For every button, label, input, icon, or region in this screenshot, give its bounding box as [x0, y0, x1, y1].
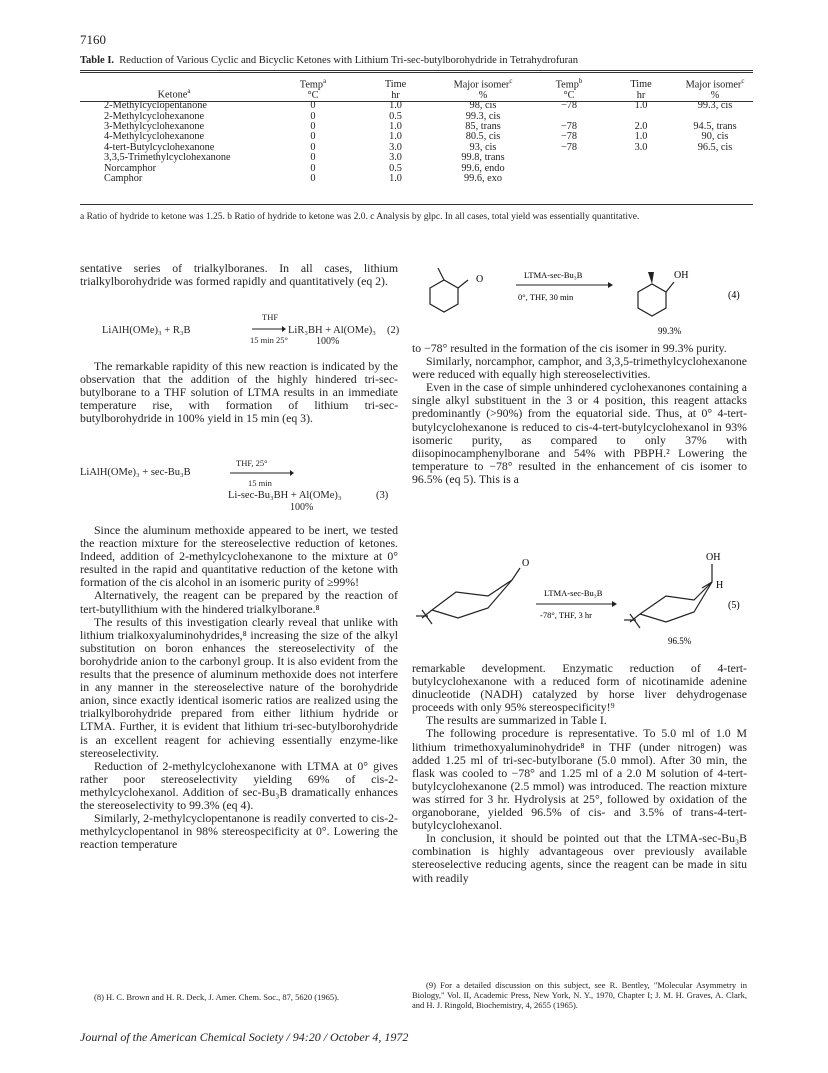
value-cell: 0: [310, 121, 316, 133]
value-cell: 94.5, trans: [693, 121, 737, 133]
value-cell: −78: [560, 141, 578, 153]
value-cell: 0: [310, 152, 316, 164]
cyclopentanone-structure: [430, 268, 468, 312]
left-paragraph-6: Reduction of 2-methylcyclohexanone with LTMA at 0° gives rather poor stereoselectivity yielding 69% of cis-2-methylcyclohexanol. Addition of sec-Bu₃B dramatically enhances the stereoselectivity to 99.3% (eq 4).: [80, 758, 398, 812]
value-cell: [605, 174, 677, 184]
value-cell: 0: [310, 100, 316, 112]
value-cell: 3.0: [389, 152, 402, 164]
reference-9: (9) For a detailed discussion on this subject, see R. Bentley, "Molecular Asymmetry in Biology," Vol. II, Academic Press, New York, N. Y., 1970, Chapter I; J. M. H. Graves, A. Clark, and H. J. Ringold, Biochemistry, 4, 2655 (1965).: [412, 980, 747, 1010]
value-cell: [605, 153, 677, 163]
value-cell: 85, trans: [465, 121, 501, 133]
value-cell: −78: [560, 100, 578, 112]
value-cell: [533, 174, 605, 184]
value-cell: 3.0: [634, 141, 648, 153]
col-header-temp-2: Temp$^b$ °C: [555, 77, 583, 101]
table-row: [80, 164, 753, 174]
ketone-cell: 2-Methylcyclopentanone: [104, 100, 207, 112]
right-paragraph-5: The results are summarized in Table I.: [426, 713, 607, 728]
col-header-ketone: Ketone$^a$: [157, 87, 191, 101]
right-paragraph-6: The following procedure is representative. To 5.0 ml of 1.0 M lithium trimethoxyaluminohydride⁸ in THF (under nitrogen) was added 1.25 ml of tri-sec-butylborane (5.0 mmol). After 30 min, the flask was cooled to −78° and 1.25 ml of a 2.0 M solution of 4-tert-butylcyclohexanone (2.5 mmol) was introduced. The reaction mixture was stirred for 3 hr. Hydrolysis at 25°, followed by oxidation of the organoborane, yielded 96.5% of cis- and 3.5% of trans-4-tert-butylcyclohexanol.: [412, 726, 747, 833]
ketone-cell: 3-Methylcyclohexanone: [104, 121, 205, 133]
value-cell: 99.3, cis: [465, 110, 501, 122]
value-cell: 98, cis: [469, 100, 497, 112]
value-cell: 1.0: [634, 131, 648, 143]
col-header-temp-1: Temp$^a$ °C: [299, 77, 327, 101]
value-cell: [533, 164, 605, 174]
tert-butylcyclohexanone-structure: [416, 568, 520, 624]
hydroxyl-label: OH: [674, 270, 689, 281]
value-cell: 0: [310, 131, 316, 143]
right-paragraph-2: Similarly, norcamphor, camphor, and 3,3,5-trimethylcyclohexanone were reduced with equally high stereoselectivities.: [412, 354, 747, 382]
value-cell: 96.5, cis: [697, 141, 733, 153]
journal-footer: Journal of the American Chemical Society / 94:20 / October 4, 1972: [80, 1030, 409, 1044]
equation-3: LiAlH(OMe)₃ + sec-Bu₃B THF, 25° 15 min Li-sec-Bu₃BH + Al(OMe)₃ 100% (3): [80, 458, 389, 513]
value-cell: −78: [560, 131, 578, 143]
value-cell: 90, cis: [701, 131, 729, 143]
value-cell: 0: [310, 173, 316, 185]
value-cell: [605, 164, 677, 174]
right-paragraph-3: Even in the case of simple unhindered cyclohexanones containing a single alkyl substituent in the 3 or 4 position, this reagent attacks predominantly (>90%) from the equatorial side. Thus, at 0° 4-tert-butylcyclohexanone is reduced to cis-4-tert-butylcyclohexanol in 93% isomeric purity, as compared to only 37% with diisopinocamphenylborane and 54% with PBPH.² Lowering the temperature to −78° resulted in the enhancement of cis isomer to 96.5% (eq 5). This is a: [412, 380, 747, 486]
results-table: [80, 76, 753, 184]
table-bottom-rule: [80, 204, 753, 205]
eq5-reagent: LTMA-sec-Bu₃B: [544, 588, 603, 598]
right-paragraph-1: to −78° resulted in the formation of the cis isomer in 99.3% purity.: [412, 341, 727, 355]
ketone-cell: 3,3,5-Trimethylcyclohexanone: [104, 152, 231, 164]
value-cell: 1.0: [389, 121, 402, 133]
ketone-cell: 2-Methylcyclohexanone: [104, 110, 205, 122]
cyclohexanol-structure: [638, 282, 674, 316]
eq4-conditions: 0°, THF, 30 min: [518, 292, 574, 302]
equation-4-scheme: [412, 258, 752, 338]
right-paragraph-7: In conclusion, it should be pointed out that the LTMA-sec-Bu₃B combination is highly advantageous over previously available stereoselective reducing agents, since the reagent can be made in situ with readily: [412, 831, 747, 885]
value-cell: 0: [310, 141, 316, 153]
value-cell: 99.8, trans: [461, 152, 505, 164]
value-cell: 99.6, endo: [461, 162, 505, 174]
table-row: [80, 153, 753, 163]
tert-butylcyclohexanol-structure: [624, 564, 712, 628]
left-paragraph-2: The remarkable rapidity of this new reaction is indicated by the observation that the addition of the highly hindered tri-sec-butylborane to a THF solution of LTMA results in an immediate temperature rise, with formation of lithium tri-sec-butylborohydride in 100% yield in 15 min (eq 3).: [80, 359, 398, 426]
table-footnote: a Ratio of hydride to ketone was 1.25. b Ratio of hydride to ketone was 2.0. c Analysis by glpc. In all cases, total yield was essentially quantitative.: [80, 212, 640, 222]
value-cell: 93, cis: [469, 141, 497, 153]
col-header-isomer-1: Major isomer$^c$ %: [453, 77, 513, 101]
ketone-cell: Camphor: [104, 173, 143, 185]
left-paragraph-1: sentative series of trialkylboranes. In all cases, lithium trialkylborohydride was formed rapidly and quantitatively (eq 2).: [80, 261, 398, 289]
eq5-hydroxyl-label: OH: [706, 552, 721, 563]
left-column: [80, 262, 398, 288]
reference-8: (8) H. C. Brown and H. R. Deck, J. Amer. Chem. Soc., 87, 5620 (1965).: [94, 992, 340, 1002]
value-cell: 1.0: [634, 100, 648, 112]
value-cell: 2.0: [634, 121, 648, 133]
value-cell: 3.0: [389, 141, 402, 153]
table-row: [80, 174, 753, 184]
value-cell: 1.0: [389, 173, 402, 185]
value-cell: [533, 153, 605, 163]
value-cell: 0.5: [389, 162, 402, 174]
ketone-cell: 4-Methylcyclohexanone: [104, 131, 205, 143]
value-cell: [677, 174, 753, 184]
eq5-hydrogen-label: H: [716, 580, 724, 591]
value-cell: 0.5: [389, 110, 402, 122]
value-cell: 80.5, cis: [465, 131, 501, 143]
equation-2: LiAlH(OMe)₃ + R₃B THF 15 min 25° LiR₃BH + Al(OMe)₃ 100% (2): [102, 312, 400, 347]
page-number: 7160: [80, 32, 106, 47]
col-header-time-1: Time hr: [384, 79, 407, 101]
eq5-yield: 96.5%: [668, 636, 692, 646]
value-cell: 1.0: [389, 131, 402, 143]
ketone-cell: 4-tert-Butylcyclohexanone: [104, 141, 215, 153]
table-top-rule-2: [80, 72, 753, 73]
equation-5-scheme: [412, 548, 752, 658]
value-cell: [677, 153, 753, 163]
right-paragraph-4: remarkable development. Enzymatic reduction of 4-tert-butylcyclohexanone with a reduced form of nicotinamide adenine dinucleotide (NADH) catalyzed by horse liver dehydrogenase proceeds with only 95% stereospecificity!⁹: [412, 661, 747, 715]
value-cell: −78: [560, 121, 578, 133]
table-caption: Table I. Reduction of Various Cyclic and Bicyclic Ketones with Lithium Tri-sec-butylborohydride in Tetrahydrofuran: [80, 55, 579, 66]
eq4-number: (4): [728, 290, 740, 301]
value-cell: 99.6, exo: [463, 173, 503, 185]
ketone-cell: Norcamphor: [104, 162, 157, 174]
col-header-time-2: Time hr: [630, 79, 652, 101]
value-cell: [677, 164, 753, 174]
value-cell: 0: [310, 162, 316, 174]
eq4-reagent: LTMA-sec-Bu₃B: [524, 270, 583, 280]
eq4-yield: 99.3%: [658, 326, 682, 336]
left-paragraph-5: The results of this investigation clearly reveal that unlike with lithium trialkoxyaluminohydrides,⁸ increasing the size of the alkyl substitution on boron enhances the stereoselectivity of the borohydride anion to the carbonyl group. It is also evident from the results that the presence of aluminum methoxide does not interfere in any manner in the stereoselective nature of the borohydride anion, since exactly identical isomeric ratios are realized using the trialkylborohydride prepared from either lithium hydride or LTMA. Further, it is evident that lithium tri-sec-butylborohydride is an excellent reagent for achieving essentially enzyme-like stereoselectivity.: [80, 614, 398, 760]
value-cell: 99.3, cis: [697, 100, 733, 112]
eq5-oxygen-label: O: [522, 558, 530, 569]
oxygen-label: O: [476, 274, 484, 285]
value-cell: 0: [310, 110, 316, 122]
left-paragraph-3: Since the aluminum methoxide appeared to be inert, we tested the reaction mixture for the stereoselective reduction of ketones. Indeed, addition of 2-methylcyclohexanone to the mixture at 0° resulted in the rapid and quantitative reduction of the ketone with formation of the cis alcohol in an isomeric purity of ≥99%!: [80, 523, 398, 590]
eq5-number: (5): [728, 600, 740, 611]
col-header-isomer-2: Major isomer$^c$ %: [685, 77, 745, 101]
value-cell: 1.0: [389, 100, 402, 112]
left-paragraph-7: Similarly, 2-methylcyclopentanone is readily converted to cis-2-methylcyclopentanol in 98% stereospecificity at 0°. Lowering the reaction temperature: [80, 811, 398, 852]
left-paragraph-4: Alternatively, the reagent can be prepared by the reaction of tert-butyllithium with the hindered trialkylborane.⁸: [80, 588, 398, 616]
eq5-conditions: -78°, THF, 3 hr: [540, 610, 592, 620]
